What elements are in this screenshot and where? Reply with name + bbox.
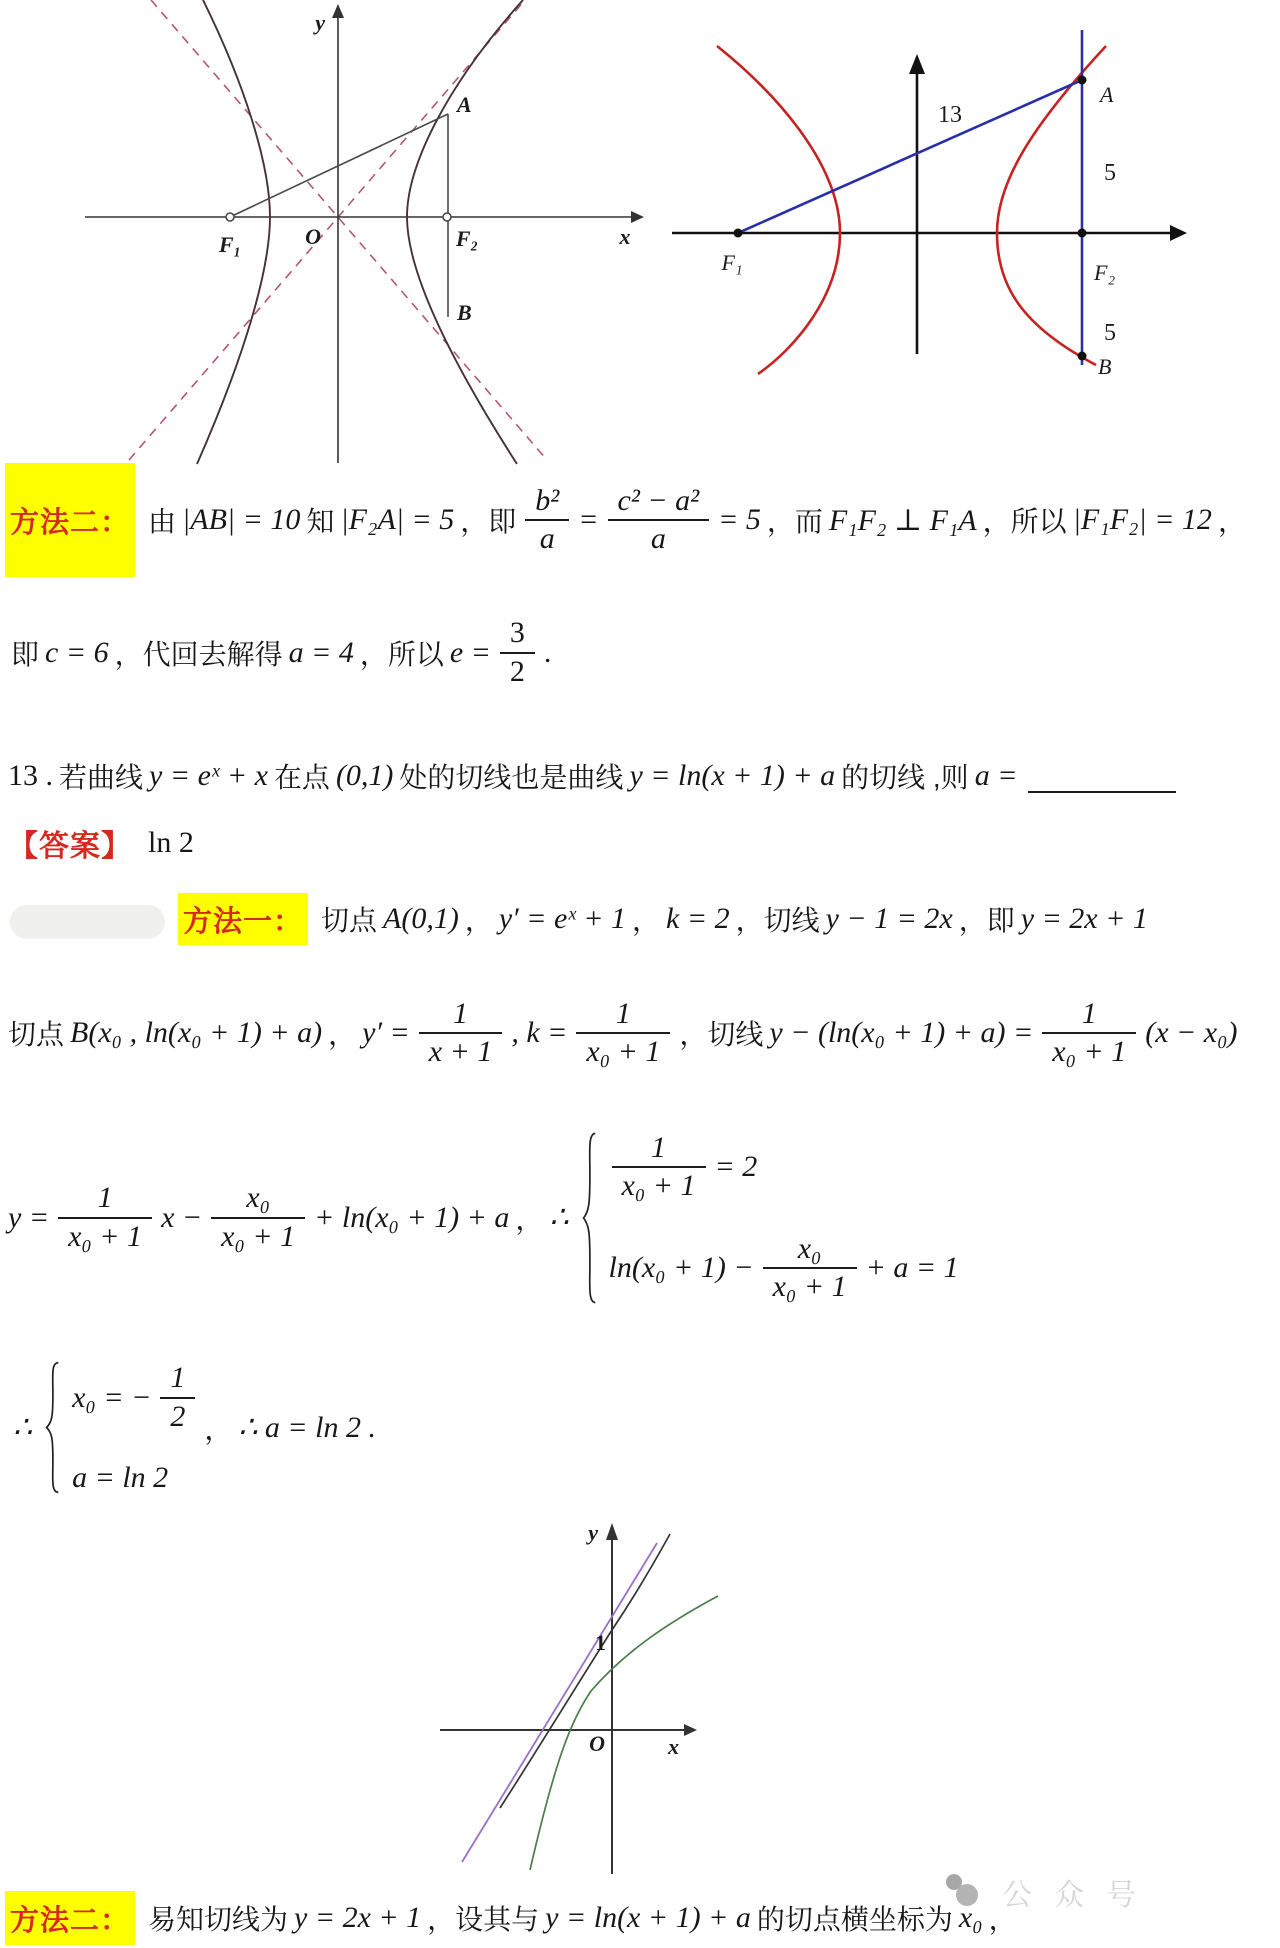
fraction-denominator (763, 1269, 857, 1306)
fraction-denominator (211, 1219, 305, 1256)
text-run: ， (988, 1904, 1017, 1935)
math-run: 2 (170, 1399, 186, 1433)
text-run: ，所以 (982, 506, 1067, 537)
exponential-curve (500, 1534, 670, 1808)
fraction-denominator (500, 654, 535, 691)
fraction (58, 1180, 152, 1255)
y-axis-arrow-icon (909, 54, 925, 74)
math-run: x + 1 (428, 1035, 493, 1068)
math-run: e = (449, 635, 491, 669)
length-5-bottom-label: 5 (1104, 320, 1116, 346)
math-run: |F₁F₂| = 12 (1072, 503, 1212, 536)
text-run: 由 (148, 506, 177, 537)
x-axis-arrow-icon (684, 1724, 697, 1736)
method2-solution-line1 (5, 463, 1249, 577)
math-run: F₁F₂ ⊥ F₁A (828, 503, 977, 537)
F1-label: F₁ (218, 232, 242, 257)
math-run: y′ = eˣ + 1 (498, 902, 627, 935)
math-run: , k = (511, 1016, 568, 1049)
math-run: 1 (1081, 996, 1097, 1030)
text-run: 若曲线 (59, 762, 144, 793)
math-run: k = 2 (666, 902, 730, 935)
y-intercept-1-label: 1 (595, 1630, 606, 1655)
answer-value: ln 2 (148, 826, 194, 859)
length-5-top-label: 5 (1104, 160, 1116, 186)
focus-F2-point (1078, 229, 1087, 238)
math-run: x₀ + 1 (586, 1035, 661, 1068)
text-run: 知 (306, 506, 335, 537)
math-run: x₀ + 1 (68, 1219, 143, 1253)
method1-conclusion-formula (10, 1360, 379, 1495)
system-rows (606, 1130, 962, 1306)
faded-highlight-bar (10, 905, 165, 939)
text-run: 在点 (273, 762, 330, 793)
method1-solution-line2 (5, 978, 1241, 1088)
tangent-graph-svg (400, 1518, 722, 1886)
math-run: |F₂A| = 5 (340, 503, 455, 536)
method1-formula-2 (5, 996, 1241, 1071)
fraction-denominator (419, 1034, 503, 1071)
fraction (500, 615, 535, 690)
answer-label: 【答案】 (8, 830, 132, 863)
system-row (606, 1130, 962, 1205)
fraction-numerator (443, 996, 478, 1033)
math-run: ∴ (549, 1201, 569, 1234)
fraction (211, 1180, 305, 1255)
text-run: 的切线 ,则 (841, 762, 969, 793)
math-run: y = 2x + 1 (1020, 902, 1148, 935)
math-run: x₀ + 1 (1052, 1035, 1127, 1068)
math-run: x − (161, 1200, 203, 1234)
system-row (69, 1461, 201, 1495)
method2-label: 方法二： (5, 463, 135, 577)
math-run: y = ln(x + 1) + a (629, 759, 836, 792)
fraction-numerator (160, 1360, 195, 1397)
method1-solution-line3 (5, 1095, 962, 1340)
text-run: 切点 (321, 905, 378, 936)
fraction-numerator (500, 615, 535, 652)
text-run: 易知切线为 (148, 1904, 289, 1935)
text-run: ，切线 (679, 1019, 764, 1050)
math-run: y = (8, 1200, 50, 1234)
y-axis-arrow-icon (332, 4, 344, 18)
math-run: A(0,1) (383, 902, 459, 935)
fraction-denominator (58, 1219, 152, 1256)
method2-formula-2 (8, 615, 554, 690)
math-run: y′ = (362, 1016, 410, 1049)
math-run: y − 1 = 2x (825, 902, 953, 935)
math-run: |AB| = 10 (182, 503, 301, 536)
problem-13-formula (5, 756, 1176, 796)
tangent-graph-figure (400, 1518, 722, 1886)
B-label: B (1098, 354, 1112, 379)
y-axis-label: y (315, 10, 325, 35)
text-run: ，所以 (359, 638, 444, 670)
fraction (160, 1360, 195, 1435)
fraction-numerator (525, 483, 569, 520)
F1-label: F₁ (721, 250, 743, 275)
asymptote-line (151, 0, 547, 460)
math-run: + ln(x₀ + 1) + a (314, 1200, 510, 1234)
text-run: 切点 (8, 1019, 65, 1050)
math-run: a (650, 522, 666, 555)
math-run: x₀ + 1 (772, 1270, 847, 1303)
system-rows (69, 1360, 201, 1495)
fraction-denominator (641, 521, 676, 558)
origin-label: O (589, 1731, 605, 1756)
math-upright-run: 2 (509, 654, 525, 688)
fraction (612, 1130, 706, 1205)
A-label: A (1100, 82, 1114, 107)
answer-line (8, 820, 194, 866)
method2-formula-1 (145, 483, 1249, 558)
A-point (1078, 76, 1087, 85)
text-run: 即 (11, 638, 40, 670)
A-label: A (457, 92, 472, 117)
math-run: B(x₀ , ln(x₀ + 1) + a) (70, 1016, 323, 1049)
fraction-numerator (608, 483, 710, 520)
math-run: y − (ln(x₀ + 1) + a) = (769, 1016, 1034, 1049)
math-run: y = 2x + 1 (294, 1901, 422, 1934)
method2-solution-line2 (8, 600, 554, 705)
math-run: = 5 (718, 503, 761, 536)
y-axis-label: y (588, 1520, 598, 1545)
math-run: = (578, 503, 599, 536)
math-run: c² − a² (617, 483, 700, 517)
math-run: a (539, 522, 555, 555)
math-run: 1 (97, 1181, 113, 1214)
text-run: ， (464, 905, 493, 936)
method1-solution-line1 (178, 893, 1151, 945)
text-run: ，即 (958, 905, 1015, 936)
focus-F1-point (226, 213, 234, 221)
text-run: ，切线 (735, 905, 820, 936)
math-run: y = ln(x + 1) + a (545, 1901, 751, 1934)
focal-chord-F1A (738, 80, 1082, 233)
x-axis-arrow-icon (1170, 225, 1187, 241)
method1-formula-1 (318, 899, 1151, 939)
math-upright-run: 3 (509, 616, 525, 649)
fraction-denominator (530, 521, 565, 558)
brace-icon (43, 1360, 61, 1495)
B-point (1078, 352, 1087, 361)
segment-F1A (230, 114, 448, 217)
math-run: x₀ (958, 1901, 983, 1934)
text-run: 的切点横坐标为 (756, 1904, 953, 1935)
math-run: ∴ a = ln 2 . (238, 1411, 377, 1444)
math-run: + a = 1 (865, 1251, 959, 1284)
math-run: = 2 (714, 1150, 758, 1183)
math-run: c = 6 (45, 635, 109, 669)
math-run: a = 4 (288, 635, 354, 669)
fraction-numerator (88, 1180, 123, 1217)
focus-F1-point (734, 229, 743, 238)
text-run: ，而 (766, 506, 823, 537)
math-upright-run: . (543, 635, 552, 669)
text-run: ， (1217, 506, 1246, 537)
text-run: ，设其与 (427, 1904, 540, 1935)
fraction-numerator (606, 996, 641, 1033)
math-run: y = eˣ + x (149, 759, 268, 792)
text-run: ， (328, 1019, 357, 1050)
fraction-denominator (160, 1399, 195, 1436)
math-run: 1 (453, 996, 469, 1030)
hyperbola-left-branch (717, 46, 840, 374)
problem-13-statement (5, 750, 1176, 802)
equation-system (580, 1130, 962, 1306)
x-axis-label: x (619, 224, 631, 249)
fraction-denominator (576, 1034, 670, 1071)
fraction (608, 483, 710, 558)
hyperbola-figure-right (560, 18, 1200, 390)
text-run: ， (632, 905, 661, 936)
method1-conclusion-line (10, 1345, 379, 1510)
fraction (525, 483, 569, 558)
F2-label: F₂ (455, 226, 479, 251)
fraction-denominator (1042, 1034, 1136, 1071)
math-run: a = (974, 759, 1018, 792)
text-run: ， (204, 1413, 233, 1445)
math-run: 1 (615, 996, 631, 1030)
text-run: 处的切线也是曲线 (399, 762, 624, 793)
math-run: (0,1) (335, 759, 394, 792)
focus-F2-point (443, 213, 451, 221)
length-13-label: 13 (938, 102, 962, 128)
math-run: x₀ = − (72, 1380, 152, 1414)
math-run: x₀ + 1 (621, 1169, 696, 1202)
text-run: ，代回去解得 (114, 638, 283, 670)
math-run: x₀ (246, 1181, 270, 1214)
brace-icon (580, 1130, 598, 1306)
fraction (763, 1231, 857, 1306)
math-run: x₀ + 1 (221, 1219, 296, 1253)
fraction-numerator (1072, 996, 1107, 1033)
text-run: ， (515, 1203, 544, 1235)
math-run: ∴ (13, 1411, 33, 1444)
answer-blank (1028, 759, 1176, 793)
y-axis-arrow-icon (606, 1523, 618, 1540)
x-axis-label: x (668, 1734, 679, 1759)
fraction (419, 996, 503, 1071)
text-run: ，即 (460, 506, 517, 537)
hyperbola-figure-right-svg (560, 18, 1200, 390)
origin-label: O (305, 224, 321, 249)
watermark-text: 公众号 (1002, 1879, 1158, 1912)
math-run: 1 (651, 1130, 667, 1164)
fraction-numerator (236, 1180, 280, 1217)
math-run: ln(x₀ + 1) − (608, 1251, 754, 1284)
math-run: (x − x₀) (1145, 1016, 1238, 1049)
system-row (606, 1231, 962, 1306)
method2-label: 方法二： (5, 1891, 135, 1945)
F2-label: F₂ (1094, 260, 1116, 285)
math-run: 1 (170, 1361, 186, 1394)
equation-system (43, 1360, 201, 1495)
method2-bottom-formula (145, 1898, 1020, 1938)
fraction-numerator (641, 1130, 676, 1167)
system-row (69, 1360, 201, 1435)
math-run: a = ln 2 (72, 1461, 169, 1494)
method2-bottom-line (5, 1891, 1020, 1945)
fraction (1042, 996, 1136, 1071)
math-run: x₀ (797, 1231, 822, 1265)
tangent-line-curve (462, 1543, 657, 1862)
method1-formula-3 (5, 1130, 962, 1306)
fraction (576, 996, 670, 1071)
B-label: B (457, 300, 472, 325)
fraction-denominator (612, 1168, 706, 1205)
math-upright-run: 13 . (8, 759, 53, 792)
math-run: b² (535, 483, 560, 517)
method1-label: 方法一： (178, 893, 308, 945)
fraction-numerator (788, 1231, 832, 1268)
